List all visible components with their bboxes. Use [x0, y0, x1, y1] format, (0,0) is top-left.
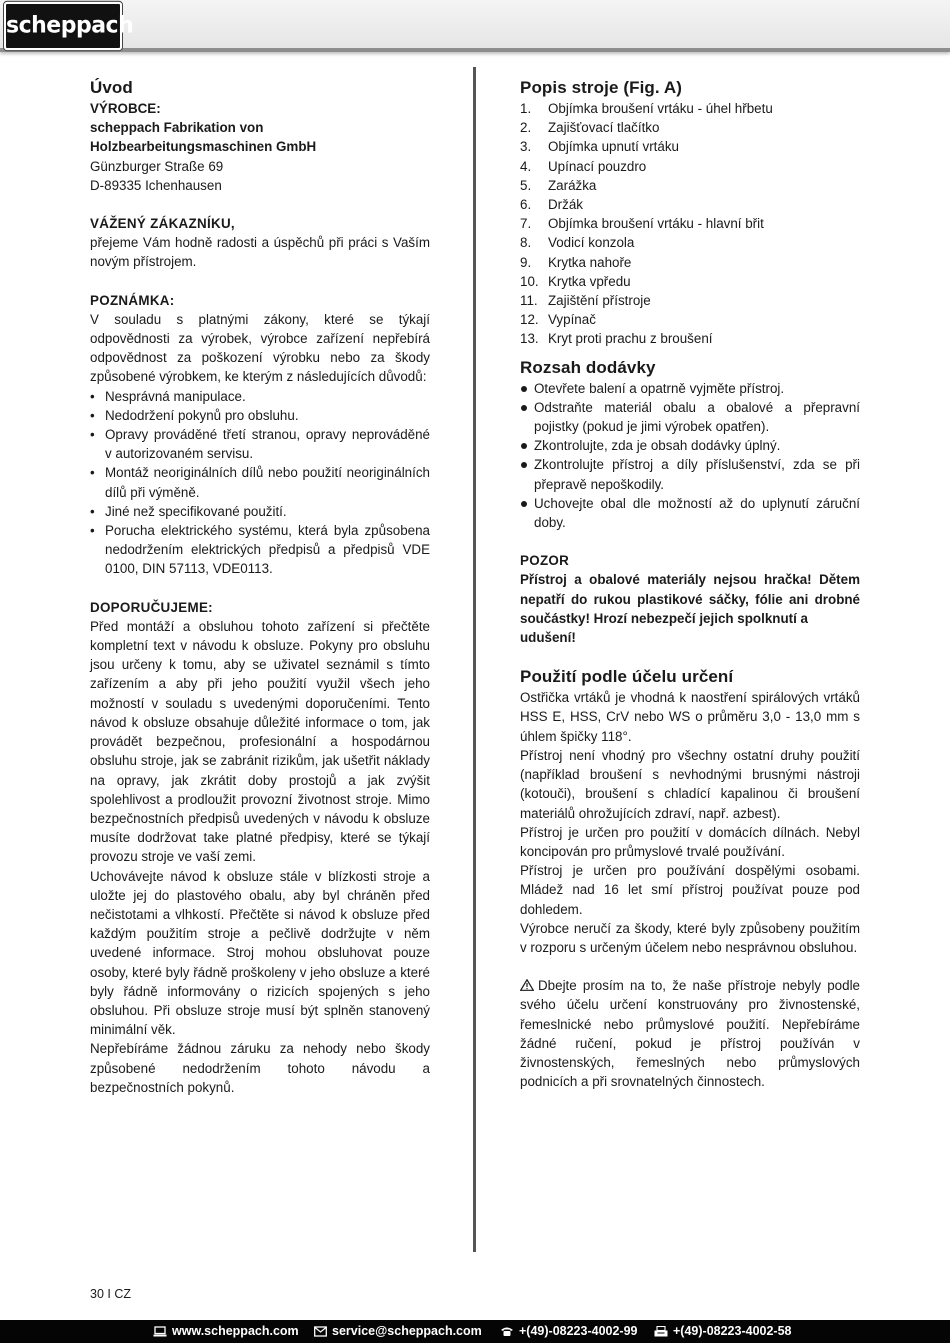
- list-item: 10. Krytka vpředu: [520, 273, 631, 289]
- scope-list: [520, 379, 860, 533]
- list-item: 9. Krytka nahoře: [520, 254, 632, 270]
- list-item: 6. Držák: [520, 197, 583, 213]
- list-item: 4. Upínací pouzdro: [520, 158, 647, 174]
- warning-triangle-icon: [520, 979, 534, 991]
- warning-paragraph: [520, 976, 860, 1091]
- recommend-paragraph: Uchovávejte návod k obsluze stále v blízkosti stroje a uložte jej do plastového obalu, aby byl chráněn před nečistotami a vlhkostí. Přečtěte si návod k obsluze před každým použitím stroje a pečlivě dodržujte v něm uvedené informace. Stroj mohou obsluhovat pouze osoby, které byly řádně proškoleny v jeho obsluze a které byly řádně informovány o rizicích spojených s jeho obsluhou. Při obsluze stroje musí být splněn stanovený minimální věk.: [90, 868, 430, 1038]
- right-column: [520, 77, 860, 1091]
- list-item: • Jiné než specifikované použití.: [90, 502, 430, 521]
- email-link[interactable]: service@scheppach.com: [332, 1324, 482, 1338]
- header-bar: [0, 0, 950, 52]
- fax-icon: [654, 1326, 668, 1337]
- page-number: 30 I CZ: [90, 1287, 131, 1301]
- list-item: • Opravy prováděné třetí stranou, opravy neprováděné v autorizovaném servisu.: [90, 425, 430, 463]
- intended-use-paragraph: Přístroj je určen pro použití v domácích dílnách. Nebyl koncipován pro průmyslové trvalé používání.: [520, 824, 860, 859]
- left-column: [90, 77, 430, 1097]
- manufacturer-name-line-1: scheppach Fabrikation von: [90, 120, 264, 136]
- list-item: 13. Kryt proti prachu z broušení: [520, 331, 713, 347]
- computer-icon: [153, 1326, 167, 1337]
- intro-title: Úvod: [90, 78, 133, 97]
- note-list: [90, 387, 430, 579]
- machine-parts-list: [520, 99, 860, 349]
- fax-number[interactable]: +(49)-08223-4002-58: [673, 1324, 792, 1338]
- list-item: Otevřete balení a opatrně vyjměte přístroj.: [520, 379, 860, 398]
- list-item: 2. Zajišťovací tlačítko: [520, 120, 660, 136]
- intended-use-title: Použití podle účelu určení: [520, 667, 734, 687]
- list-item: • Nedodržení pokynů pro obsluhu.: [90, 406, 430, 425]
- phone-icon: [500, 1326, 514, 1337]
- list-item: 8. Vodicí konzola: [520, 235, 635, 251]
- scheppach-logo: scheppach: [4, 2, 122, 50]
- note-text: V souladu s platnými zákony, které se týkají odpovědnosti za výrobek, výrobce zařízení nepřebírá odpovědnost za poškození výrobku nebo za škody způsobené výrobkem, ke kterým z následujících důvodů:: [90, 311, 430, 385]
- recommend-paragraph: Nepřebíráme žádnou záruku za nehody nebo škody způsobené nedodržením tohoto návodu a bezpečnostních pokynů.: [90, 1041, 430, 1095]
- list-item: Uchovejte obal dle možností až do uplynutí záruční doby.: [520, 494, 860, 532]
- list-item: • Montáž neoriginálních dílů nebo použití neoriginálních dílů při výměně.: [90, 463, 430, 501]
- footer-phone[interactable]: [500, 1320, 638, 1343]
- list-item: 7. Objímka broušení vrtáku - hlavní břit: [520, 216, 764, 232]
- list-item: • Nesprávná manipulace.: [90, 387, 430, 406]
- manufacturer-heading: VÝROBCE:: [90, 101, 161, 116]
- machine-description-title: Popis stroje (Fig. A): [520, 78, 683, 97]
- note-heading: POZNÁMKA:: [90, 292, 175, 308]
- envelope-icon: [314, 1326, 327, 1337]
- list-item: 11. Zajištění přístroje: [520, 293, 651, 309]
- list-item: 1. Objímka broušení vrtáku - úhel hřbetu: [520, 101, 773, 116]
- column-divider: [473, 67, 476, 1252]
- address-line-2: D-89335 Ichenhausen: [90, 177, 222, 193]
- customer-heading: VÁŽENÝ ZÁKAZNÍKU,: [90, 216, 235, 232]
- list-item: Zkontrolujte, zda je obsah dodávky úplný.: [520, 436, 860, 455]
- address-line-1: Günzburger Straße 69: [90, 158, 224, 174]
- list-item: 12. Vypínač: [520, 312, 596, 328]
- footer-email[interactable]: [314, 1320, 482, 1343]
- scope-of-delivery-title: Rozsah dodávky: [520, 357, 656, 377]
- caution-text: Přístroj a obalové materiály nejsou hračka! Dětem nepatří do rukou plastikové sáčky, fólie ani drobné součástky! Hrozí nebezpečí jejich spolknutí a: [520, 572, 860, 626]
- recommend-paragraph: Před montáží a obsluhou tohoto zařízení si přečtěte kompletní text v návodu k obsluze. Pokyny pro obsluhu jsou určeny k tomu, aby se uživatel seznámil s tímto zařízením a aby při jeho použití využil všech jeho možností v souladu s uvedenými doporučeními. Tento návod k obsluze obsahuje důležité informace o tom, jak provádět bezpečnou, profesionální a hospodárnou obsluhu stroje, jak se zabránit rizikům, jak ušetřit náklady na opravy, jak zkrátit doby prostojů a jak zvýšit spolehlivost a prodloužit provozní životnost stroje. Mimo bezpečnostních předpisů uvedených v návodu k obsluze musíte dodržovat take platné předpisy, které se týkají provozu stroje ve vaší zemi.: [90, 618, 430, 865]
- caution-text-end: udušení!: [520, 630, 576, 646]
- recommend-heading: DOPORUČUJEME:: [90, 599, 213, 615]
- phone-number[interactable]: +(49)-08223-4002-99: [519, 1324, 638, 1338]
- manufacturer-name-line-2: Holzbearbeitungsmaschinen GmbH: [90, 139, 317, 155]
- intended-use-paragraph: Přístroj není vhodný pro všechny ostatní druhy použití (například broušení s nevhodnými brusnými nástroji (kotouči), broušení s chladící kapalinou či broušení materiálů ohrožujících zdraví, např. azbest).: [520, 747, 860, 821]
- intended-use-paragraph: Přístroj je určen pro používání dospělými osobami. Mládež nad 16 let smí přístroj používat pouze pod dohledem.: [520, 863, 860, 917]
- footer-fax[interactable]: [654, 1320, 792, 1343]
- list-item: 5. Zarážka: [520, 177, 597, 193]
- intended-use-paragraph: Ostřička vrtáků je vhodná k naostření spirálových vrtáků HSS E, HSS, CrV nebo WS o průměru 3,0 - 13,0 mm s úhlem špičky 118°.: [520, 690, 860, 744]
- caution-heading: POZOR: [520, 553, 570, 569]
- list-item: • Porucha elektrického systému, která byla způsobena nedodržením elektrických předpisů a předpisů VDE 0100, DIN 57113, VDE0113.: [90, 521, 430, 579]
- warning-text: Dbejte prosím na to, že naše přístroje nebyly podle svého účelu určení konstruovány pro živnostenské, řemeslnické nebo průmyslové použití. Nepřebíráme žádné ručení, pokud je přístroj používán v živnostenských, řemeslných nebo průmyslových podnicích a při srovnatelných činnostech.: [520, 978, 860, 1090]
- list-item: Zkontrolujte přístroj a díly příslušenství, zda se při přepravě nepoškodily.: [520, 455, 860, 493]
- website-link[interactable]: www.scheppach.com: [172, 1324, 299, 1338]
- footer-bar: [0, 1320, 950, 1343]
- list-item: 3. Objímka upnutí vrtáku: [520, 139, 679, 155]
- intended-use-paragraph: Výrobce neručí za škody, které byly způsobeny použitím v rozporu s určeným účelem nebo nesprávnou obsluhou.: [520, 920, 860, 955]
- footer-website[interactable]: [153, 1320, 299, 1343]
- list-item: Odstraňte materiál obalu a obalové a přepravní pojistky (pokud je jimi výrobek opatřen).: [520, 398, 860, 436]
- customer-text: přejeme Vám hodně radosti a úspěchů při práci s Vaším novým přístrojem.: [90, 235, 430, 270]
